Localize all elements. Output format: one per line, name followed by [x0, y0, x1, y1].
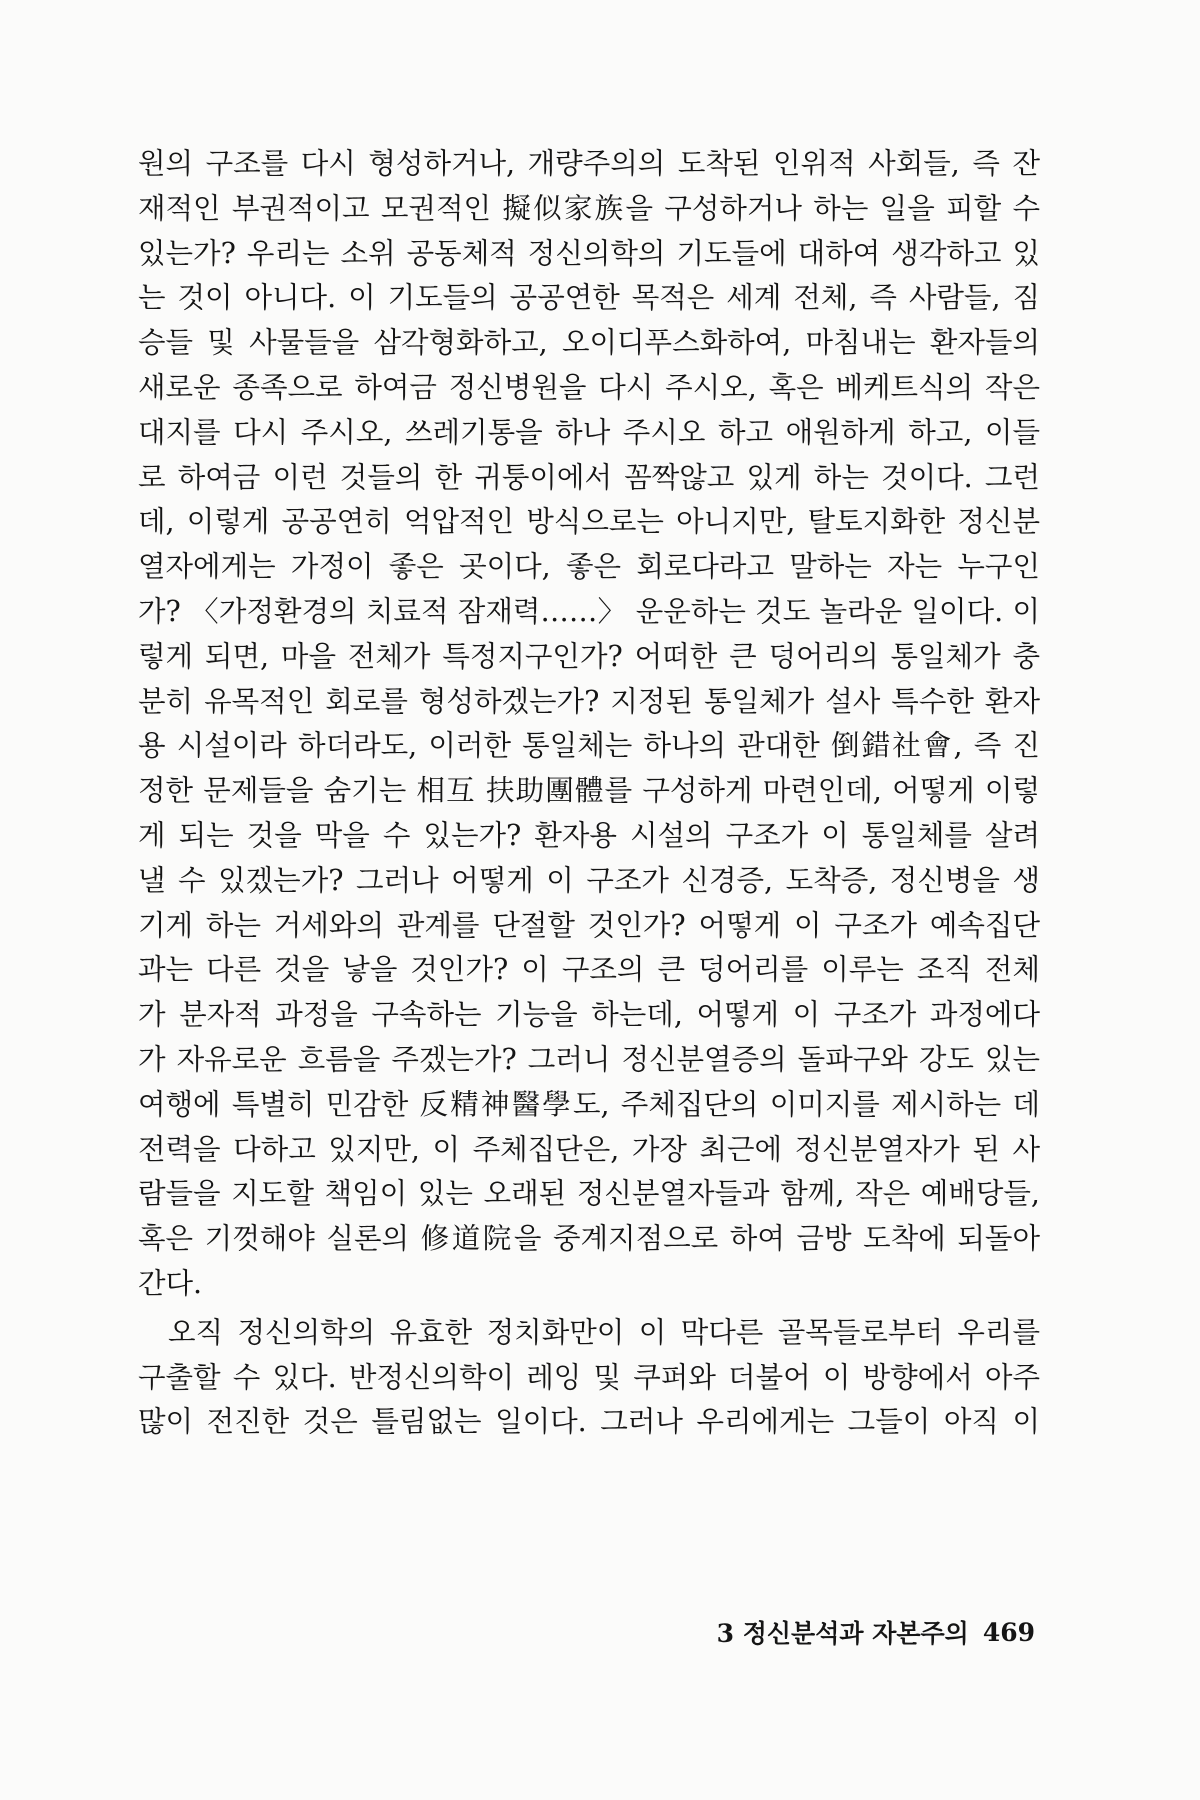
text-line: 렇게 되면, 마을 전체가 특정지구인가? 어떠한 큰 덩어리의 통일체가 충	[138, 639, 1040, 673]
text-line: 가 자유로운 흐름을 주겠는가? 그러니 정신분열증의 돌파구와 강도 있는	[138, 1042, 1040, 1076]
text-line: 가 분자적 과정을 구속하는 기능을 하는데, 어떻게 이 구조가 과정에다	[138, 998, 1040, 1032]
text-line: 열자에게는 가정이 좋은 곳이다, 좋은 회로다라고 말하는 자는 누구인	[138, 550, 1040, 584]
text-line: 많이 전진한 것은 틀림없는 일이다. 그러나 우리에게는 그들이 아직 이	[138, 1405, 1040, 1439]
text-line: 가? 〈가정환경의 치료적 잠재력……〉 운운하는 것도 놀라운 일이다. 이	[138, 594, 1040, 628]
text-line: 재적인 부권적이고 모권적인 擬似家族을 구성하거나 하는 일을 피할 수	[138, 191, 1040, 225]
text-line: 는 것이 아니다. 이 기도들의 공공연한 목적은 세계 전체, 즉 사람들, 짐	[138, 281, 1040, 315]
text-line: 로 하여금 이런 것들의 한 귀퉁이에서 꼼짝않고 있게 하는 것이다. 그런	[138, 460, 1040, 494]
text-line: 전력을 다하고 있지만, 이 주체집단은, 가장 최근에 정신분열자가 된 사	[138, 1132, 1040, 1166]
text-line: 혹은 기껏해야 실론의 修道院을 중계지점으로 하여 금방 도착에 되돌아	[138, 1222, 1040, 1256]
page-number: 469	[982, 1617, 1035, 1647]
text-line: 승들 및 사물들을 삼각형화하고, 오이디푸스화하여, 마침내는 환자들의	[138, 326, 1040, 360]
text-line: 데, 이렇게 공공연히 억압적인 방식으로는 아니지만, 탈토지화한 정신분	[138, 505, 1040, 539]
text-line: 게 되는 것을 막을 수 있는가? 환자용 시설의 구조가 이 통일체를 살려	[138, 818, 1040, 852]
text-line: 람들을 지도할 책임이 있는 오래된 정신분열자들과 함께, 작은 예배당들,	[138, 1177, 1040, 1211]
text-line: 있는가? 우리는 소위 공동체적 정신의학의 기도들에 대하여 생각하고 있	[138, 236, 1040, 270]
text-line: 정한 문제들을 숨기는 相互 扶助團體를 구성하게 마련인데, 어떻게 이렇	[138, 774, 1040, 808]
text-line: 용 시설이라 하더라도, 이러한 통일체는 하나의 관대한 倒錯社會, 즉 진	[138, 729, 1040, 763]
paragraph-2	[138, 1311, 1040, 1445]
text-line: 오직 정신의학의 유효한 정치화만이 이 막다른 골목들로부터 우리를	[168, 1315, 1040, 1349]
text-line: 기게 하는 거세와의 관계를 단절할 것인가? 어떻게 이 구조가 예속집단	[138, 908, 1040, 942]
text-line: 낼 수 있겠는가? 그러나 어떻게 이 구조가 신경증, 도착증, 정신병을 생	[138, 863, 1040, 897]
text-line: 원의 구조를 다시 형성하거나, 개량주의의 도착된 인위적 사회들, 즉 잔	[138, 147, 1040, 180]
text-line: 구출할 수 있다. 반정신의학이 레잉 및 쿠퍼와 더불어 이 방향에서 아주	[138, 1360, 1040, 1394]
footer-section-title: 3 정신분석과 자본주의	[716, 1619, 969, 1648]
text-line: 과는 다른 것을 낳을 것인가? 이 구조의 큰 덩어리를 이루는 조직 전체	[138, 953, 1040, 987]
text-line: 새로운 종족으로 하여금 정신병원을 다시 주시오, 혹은 베케트식의 작은	[138, 370, 1040, 404]
text-line: 분히 유목적인 회로를 형성하겠는가? 지정된 통일체가 설사 특수한 환자	[138, 684, 1040, 718]
body-text	[138, 142, 1040, 1445]
running-footer	[705, 1612, 1035, 1652]
text-line: 대지를 다시 주시오, 쓰레기통을 하나 주시오 하고 애원하게 하고, 이들	[138, 415, 1040, 449]
text-line: 여행에 특별히 민감한 反精神醫學도, 주체집단의 이미지를 제시하는 데	[138, 1087, 1040, 1121]
paragraph-1	[138, 142, 1040, 1307]
text-line: 간다.	[138, 1266, 203, 1300]
